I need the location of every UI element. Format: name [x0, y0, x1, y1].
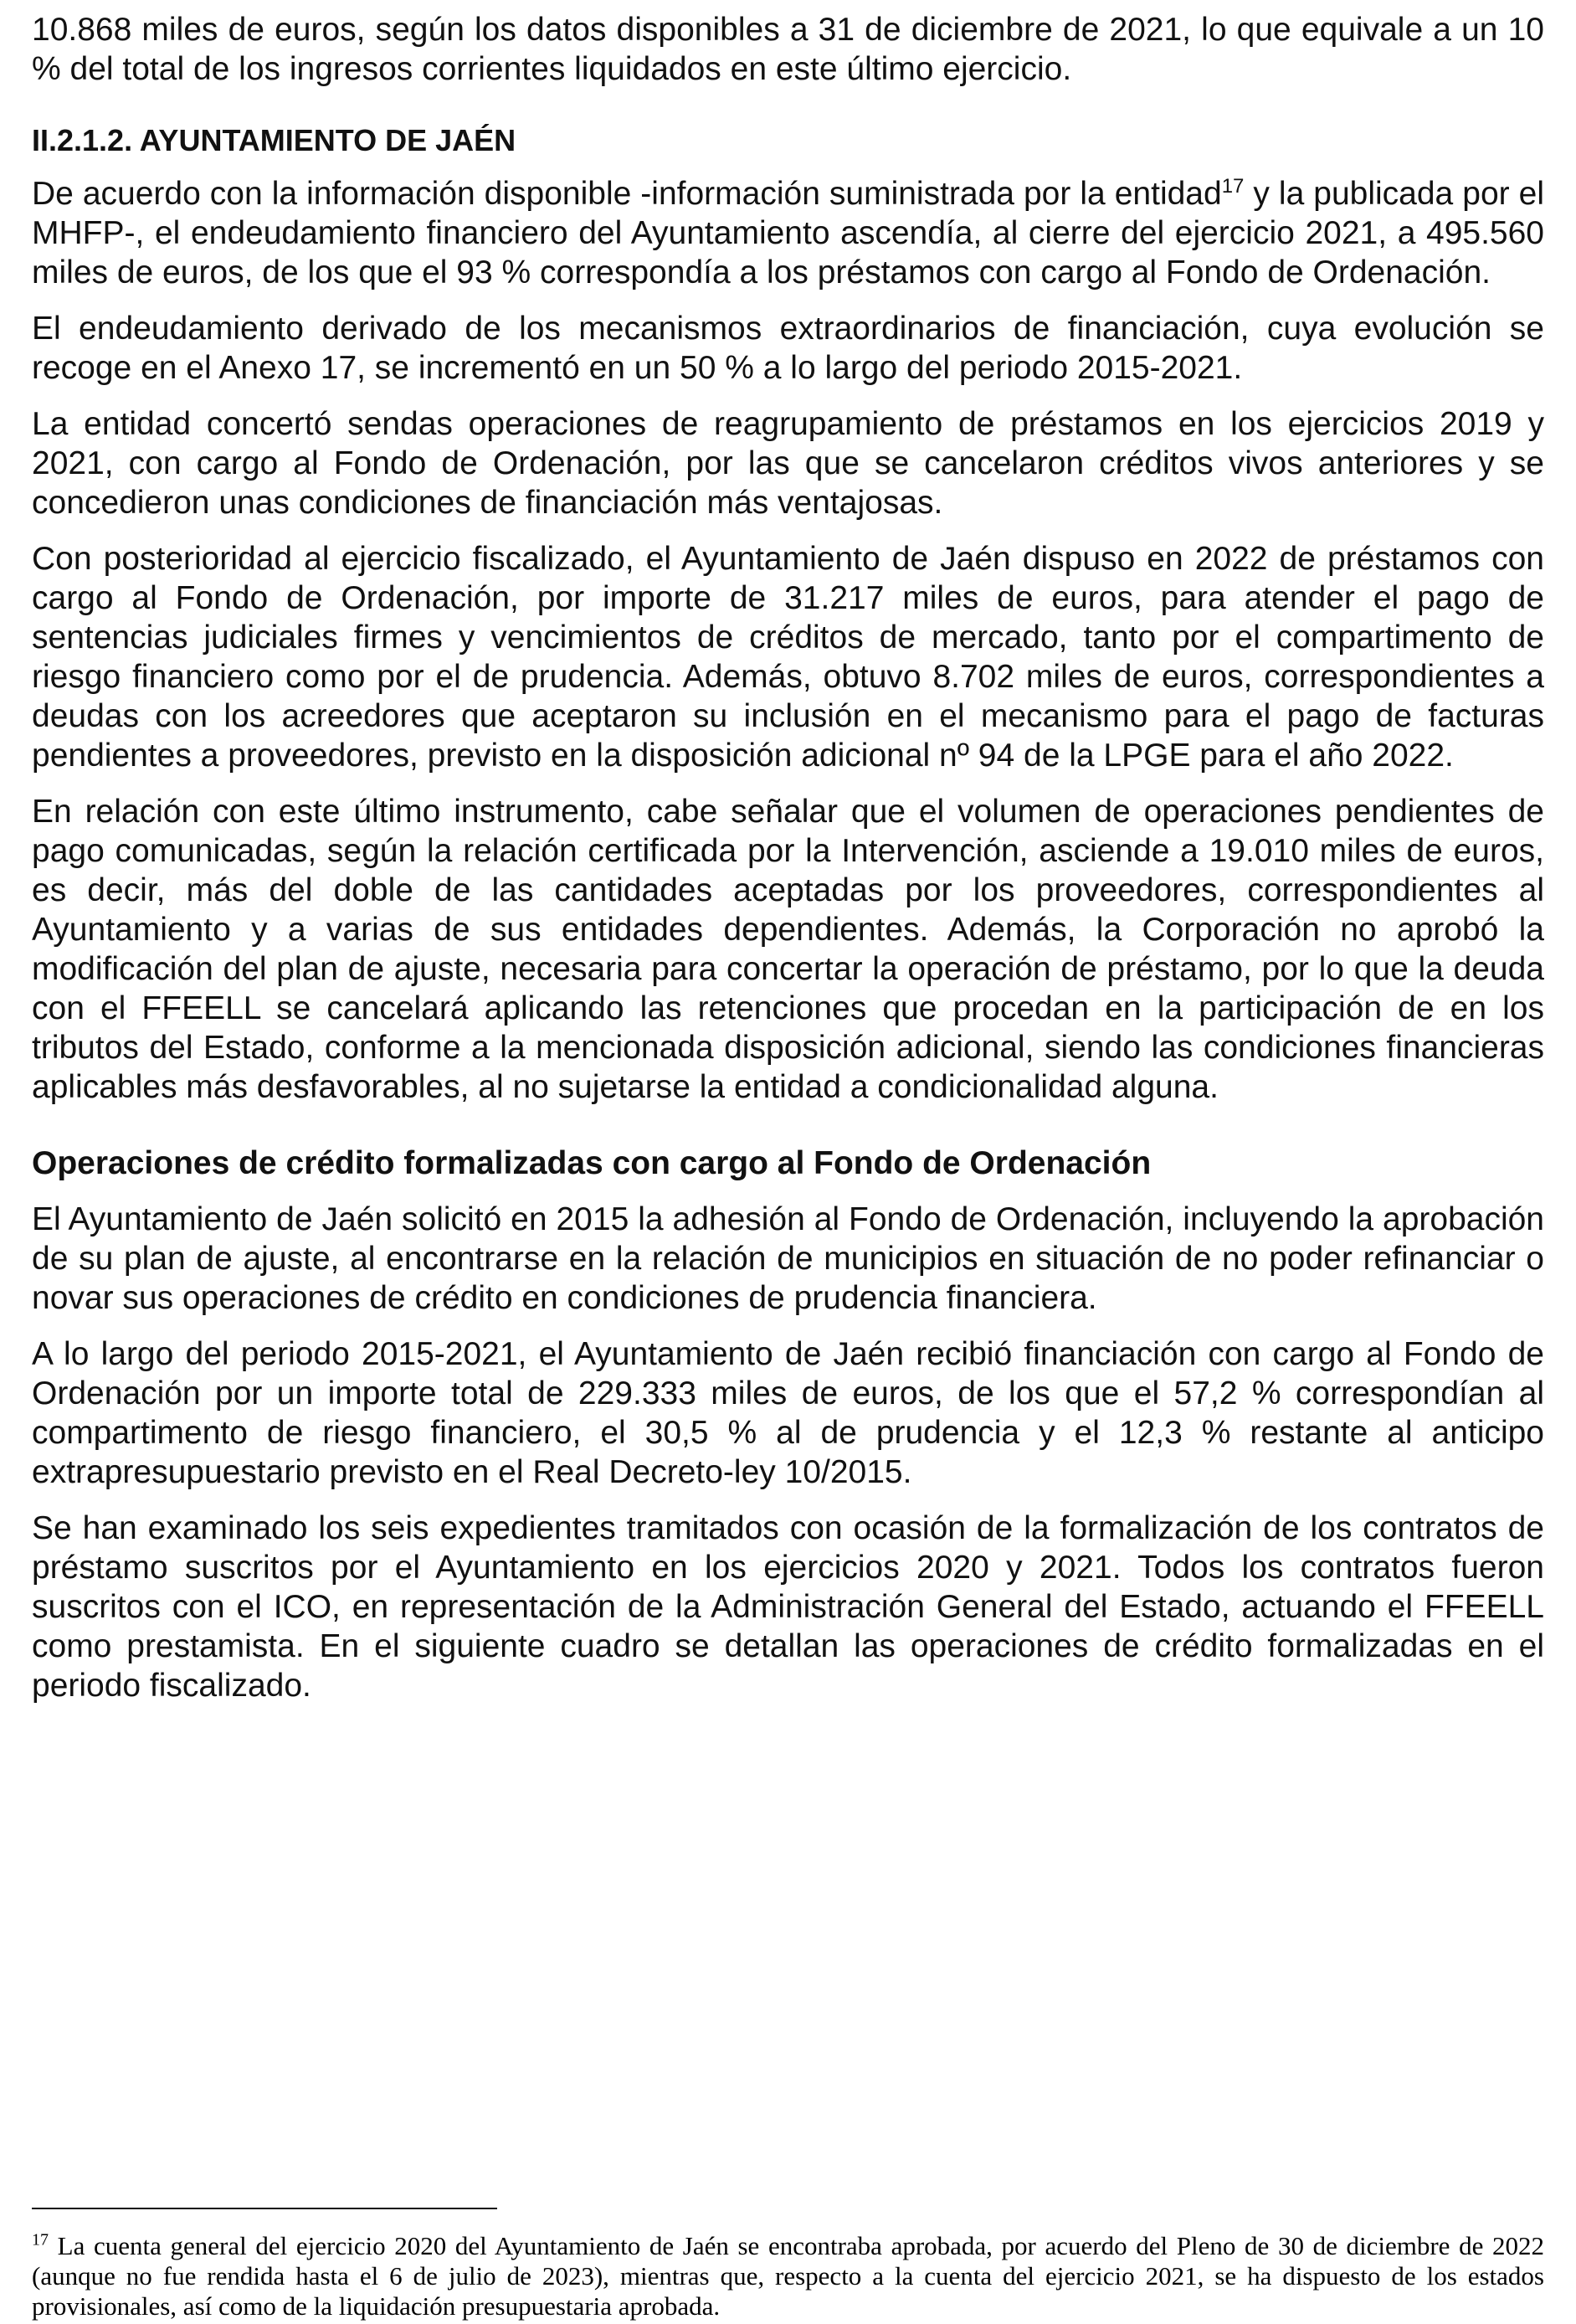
footnote-text: La cuenta general del ejercicio 2020 del Ayuntamiento de Jaén se encontraba aprobada, por acuerdo del Pleno de 30 de diciembre de 2022 (aunque no fue rendida hasta el 6 de julio de 2023), mientras que, respecto a la cuenta del ejercicio 2021, se ha dispuesto de los estados provisionales, así como de la liquidación presupuestaria aprobada. — [32, 2231, 1544, 2321]
footnote-number: 17 — [32, 2230, 49, 2249]
paragraph-examined-files: Se han examinado los seis expedientes tramitados con ocasión de la formalización de los contratos de préstamo suscritos por el Ayuntamiento en los ejercicios 2020 y 2021. Todos los contratos fueron suscritos con el ICO, en representación de la Administración General del Estado, actuando el FFEELL como prestamista. En el siguiente cuadro se detallan las operaciones de crédito formalizadas en el periodo fiscalizado. — [32, 1510, 1544, 1704]
paragraph-regrouping-operations: La entidad concertó sendas operaciones de reagrupamiento de préstamos en los ejercicios 2019 y 2021, con cargo al Fondo de Ordenación, por las que se cancelaron créditos vivos anteriores y se concedieron unas condiciones de financiación más ventajosas. — [32, 406, 1544, 521]
section-heading: II.2.1.2. AYUNTAMIENTO DE JAÉN — [32, 123, 516, 157]
paragraph-2022-loans: Con posterioridad al ejercicio fiscalizado, el Ayuntamiento de Jaén dispuso en 2022 de préstamos con cargo al Fondo de Ordenación, por importe de 31.217 miles de euros, para atender el pago de sentencias judiciales firmes y vencimientos de créditos de mercado, tanto por el compartimento de riesgo financiero como por el de prudencia. Además, obtuvo 8.702 miles de euros, correspondientes a deudas con los acreedores que aceptaron su inclusión en el mecanismo para el pago de facturas pendientes a proveedores, previsto en la disposición adicional nº 94 de la LPGE para el año 2022. — [32, 541, 1544, 774]
paragraph-continuation: 10.868 miles de euros, según los datos disponibles a 31 de diciembre de 2021, lo que equivale a un 10 % del total de los ingresos corrientes liquidados en este último ejercicio. — [32, 12, 1544, 87]
paragraph-pending-operations: En relación con este último instrumento, cabe señalar que el volumen de operaciones pendientes de pago comunicadas, según la relación certificada por la Intervención, asciende a 19.010 miles de euros, es decir, más del doble de las cantidades aceptadas por los proveedores, correspondientes al Ayuntamiento y a varias de sus entidades dependientes. Además, la Corporación no aprobó la modificación del plan de ajuste, necesaria para concertar la operación de préstamo, por lo que la deuda con el FFEELL se cancelará aplicando las retenciones que procedan en la participación de en los tributos del Estado, conforme a la mencionada disposición adicional, siendo las condiciones financieras aplicables más desfavorables, al no sujetarse la entidad a condicionalidad alguna. — [32, 794, 1544, 1105]
subsection-heading: Operaciones de crédito formalizadas con cargo al Fondo de Ordenación — [32, 1145, 1152, 1181]
paragraph-text: y la publicada por el MHFP-, el endeudamiento financiero del Ayuntamiento ascendía, al cierre del ejercicio 2021, a 495.560 miles de euros, de los que el 93 % correspondía a los préstamos con cargo al Fondo de Ordenación. — [32, 176, 1544, 290]
paragraph-financing-total: A lo largo del periodo 2015-2021, el Ayuntamiento de Jaén recibió financiación con cargo al Fondo de Ordenación por un importe total de 229.333 miles de euros, de los que el 57,2 % correspondían al compartimento de riesgo financiero, el 30,5 % al de prudencia y el 12,3 % restante al anticipo extrapresupuestario previsto en el Real Decreto-ley 10/2015. — [32, 1336, 1544, 1490]
footnote-divider — [32, 2208, 497, 2209]
footnote-reference[interactable]: 17 — [1221, 175, 1245, 198]
paragraph-text: De acuerdo con la información disponible -información suministrada por la entidad — [32, 176, 1222, 212]
paragraph-adhesion: El Ayuntamiento de Jaén solicitó en 2015 la adhesión al Fondo de Ordenación, incluyendo la aprobación de su plan de ajuste, al encontrarse en la relación de municipios en situación de no poder refinanciar o novar sus operaciones de crédito en condiciones de prudencia financiera. — [32, 1201, 1544, 1316]
paragraph-extraordinary-mechanisms: El endeudamiento derivado de los mecanismos extraordinarios de financiación, cuya evolución se recoge en el Anexo 17, se incrementó en un 50 % a lo largo del periodo 2015-2021. — [32, 311, 1544, 386]
footnote — [32, 2231, 1544, 2321]
paragraph-debt-overview — [32, 174, 1544, 292]
